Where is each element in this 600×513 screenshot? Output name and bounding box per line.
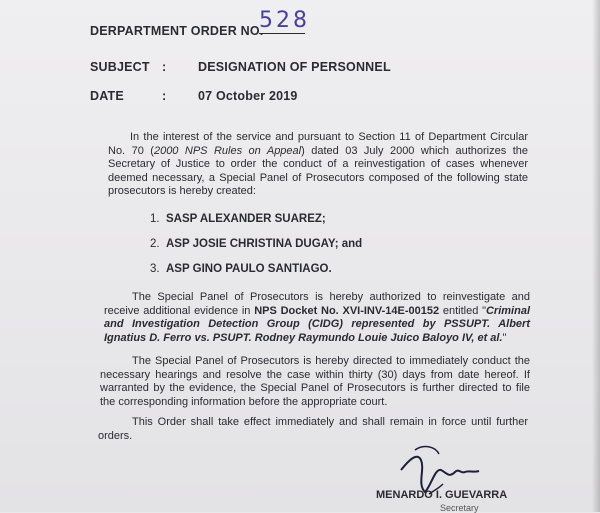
subject-value: DESIGNATION OF PERSONNEL <box>198 60 391 74</box>
date-label: DATE <box>90 89 124 103</box>
intro-paragraph: In the interest of the service and pursuant to Section 11 of Department Circular No. 70 (2000 NPS Rules on Appeal) dated 03 July 2000 which authorizes the Secretary of Justice to order the conduct of a reinvestigation of cases whenever deemed necessary, a Special Panel of Prosecutors composed of the following state prosecutors is hereby created: <box>108 131 528 197</box>
effectivity-paragraph: This Order shall take effect immediately and shall remain in force until further orders. <box>98 416 528 442</box>
order-label: DERPARTMENT ORDER NO. <box>90 24 264 38</box>
prosecutor-item-1: 1. SASP ALEXANDER SUAREZ; <box>150 213 326 225</box>
subject-colon: : <box>162 60 167 74</box>
date-colon: : <box>162 89 167 103</box>
subject-label: SUBJECT <box>90 60 150 74</box>
date-value: 07 October 2019 <box>198 89 298 103</box>
authorization-paragraph: The Special Panel of Prosecutors is hereby authorized to reinvestigate and receive additional evidence in NPS Docket No. XVI-INV-14E-00152 entitled "Criminal and Investigation Detection Group (CIDG) represented by PSSUPT. Albert Ignatius D. Ferro vs. PSUPT. Rodney Raymundo Louie Juico Baloyo IV, et al." <box>104 291 530 344</box>
prosecutor-item-2: 2. ASP JOSIE CHRISTINA DUGAY; and <box>150 238 363 250</box>
directive-paragraph: The Special Panel of Prosecutors is hereby directed to immediately conduct the necessary hearings and resolve the case within thirty (30) days from date hereof. If warranted by the evidence, the Special Panel of Prosecutors is further directed to file the corresponding information before the appropriate court. <box>100 355 530 408</box>
order-number: 528 <box>259 8 310 33</box>
prosecutor-item-3: 3. ASP GINO PAULO SANTIAGO. <box>150 263 332 275</box>
signatory-title: Secretary <box>440 503 479 513</box>
page-edge-shadow <box>592 0 600 512</box>
signatory-name: MENARDO I. GUEVARRA <box>376 489 508 501</box>
